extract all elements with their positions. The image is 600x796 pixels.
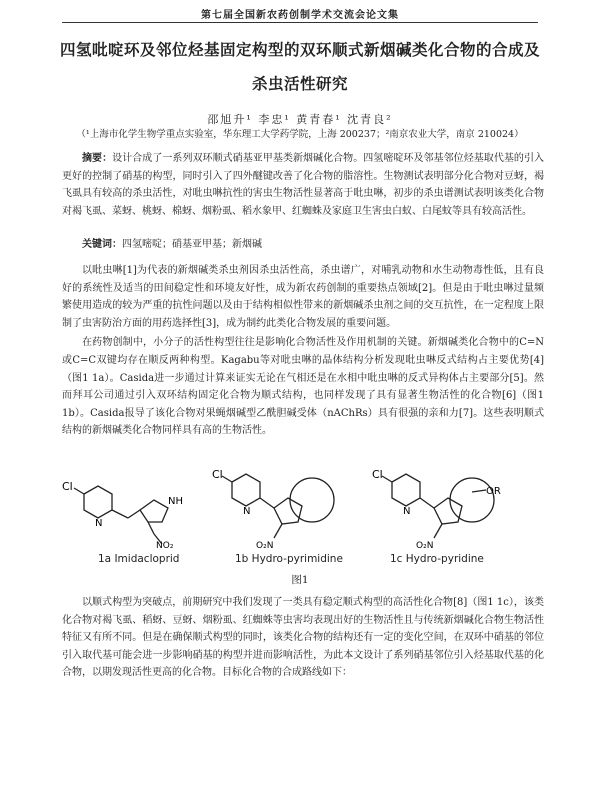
paper-title-line1: 四氢吡啶环及邻位烃基固定构型的双环顺式新烟碱类化合物的合成及 <box>59 41 540 59</box>
atom-nh: NH <box>168 496 183 507</box>
keywords <box>62 236 544 254</box>
body-text <box>62 594 544 682</box>
keywords-text: 四氢嘧啶；硝基亚甲基；新烟碱 <box>122 239 262 250</box>
caption-1a: 1a Imidacloprid <box>98 553 180 565</box>
structure-1c-hydro-pyridine <box>372 466 522 554</box>
header-rule <box>62 22 538 23</box>
body-paragraph-3: 以顺式构型为突破点，前期研究中我们发现了一类具有稳定顺式构型的高活性化合物[8]（图1 1c），该类化合物对褐飞虱、稻蚜、豆蚜、烟粉虱、红蜘蛛等虫害均表现出好的生物活性且与传统新烟碱化合物生物活性特征又有所不同。但是在确保顺式构型的同时，该类化合物的结构还有一定的变化空间，在双环中硝基的邻位引入取代基可能会进一步影响硝基的构型并进而影响活性，为此本文设计了系列硝基邻位引入烃基取代基的化合物，以期发现活性更高的化合物。目标化合物的合成路线如下： <box>62 597 544 679</box>
caption-1c: 1c Hydro-pyridine <box>390 553 484 565</box>
abstract-label: 摘要： <box>82 153 113 164</box>
atom-n-1b: N <box>243 506 251 517</box>
affiliation: （¹上海市化学生物学重点实验室，华东理工大学药学院，上海 200237；²南京农业大学，南京 210024） <box>76 129 524 140</box>
running-header: 第七届全国新农药创制学术交流会论文集 <box>201 10 399 21</box>
atom-o2n-1b: O₂N <box>256 541 274 551</box>
atom-n: N <box>95 518 103 529</box>
figure-label: 图1 <box>291 574 309 586</box>
atom-cl: Cl <box>62 480 73 493</box>
keywords-label: 关键词： <box>82 239 122 250</box>
paper-title-line2: 杀虫活性研究 <box>251 75 348 93</box>
atom-cl-1c: Cl <box>372 468 383 481</box>
structure-1a-imidacloprid <box>62 478 212 550</box>
intro-paragraph-2: 在药物创制中，小分子的活性构型往往是影响化合物活性及作用机制的关键。新烟碱类化合物中的C=N或C=C双键均存在顺反两种构型。Kagabu等对吡虫啉的晶体结构分析发现吡虫啉反式结构占主要优势[4]（图1 1a）。Casida进一步通过计算来证实无论在气相还是在水相中吡虫啉的反式异构体占主要部分[5]。然而拜耳公司通过引入双环结构固定化合物为顺式结构，也同样发现了具有显著生物活性的化合物[6]（图1 1b）。Casida报导了该化合物对果蝇烟碱型乙酰胆碱受体（nAChRs）具有很强的亲和力[7]。这些表明顺式结构的新烟碱类化合物同样具有高的生物活性。 <box>62 337 544 437</box>
intro <box>62 262 544 440</box>
caption-1b: 1b Hydro-pyrimidine <box>235 553 343 565</box>
atom-or-1c: OR <box>486 486 501 497</box>
atom-cl-1b: Cl <box>212 468 223 481</box>
atom-o2n-1c: O₂N <box>416 541 434 551</box>
intro-paragraph-1: 以吡虫啉[1]为代表的新烟碱类杀虫剂因杀虫活性高，杀虫谱广，对哺乳动物和水生动物毒性低，且有良好的系统性及适当的田间稳定性和环境友好性，成为新农药创制的重要热点领域[2]。但是由于吡虫啉过量频繁使用造成的较为严重的抗性问题以及由于结构相似性带来的新烟碱杀虫剂之间的交互抗性，在一定程度上限制了虫害防治方面的用药选择性[3]，成为制约此类化合物发展的重要问题。 <box>62 265 544 329</box>
keywords-paragraph <box>62 236 544 254</box>
atom-no2: NO₂ <box>156 541 174 550</box>
author-list: 邵旭升¹ 李忠¹ 黄青春¹ 沈青良² <box>207 113 393 126</box>
abstract-paragraph <box>62 150 544 220</box>
atom-n-1c: N <box>403 506 411 517</box>
structure-1b-hydro-pyrimidine <box>212 466 362 554</box>
abstract <box>62 150 544 220</box>
abstract-text: 设计合成了一系列双环顺式硝基亚甲基类新烟碱化合物。四氢嘧啶环及邻基邻位烃基取代基的引入更好的控制了硝基的构型，同时引入了四外醚键改善了化合物的脂溶性。生物测试表明部分化合物对豆蚜，褐飞虱具有较高的杀虫活性，对吡虫啉抗性的害虫生物活性显著高于吡虫啉，初步的杀虫谱测试表明该类化合物对褐飞虱、菜蚜、桃蚜、棉蚜、烟粉虱、稻水象甲、红蜘蛛及家庭卫生害虫白蚁、白尾蚊等具有较高活性。 <box>62 153 545 217</box>
